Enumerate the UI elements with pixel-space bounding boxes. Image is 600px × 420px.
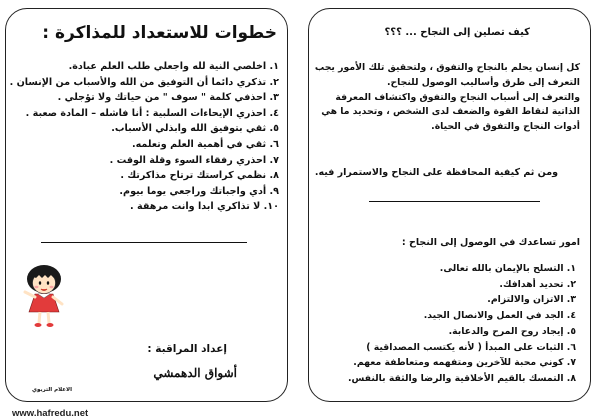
list-item: ٤. الجد في العمل والانصال الجيد. [423,310,576,322]
website-watermark: www.hafredu.net [12,408,89,419]
paragraph-line: أدوات النجاح والتفوق في الحياة. [431,121,580,133]
cartoon-girl-icon [20,262,68,330]
author-name: أشواق الدهمشي [153,366,237,380]
list-item: ٣. الاتزان والالتزام. [487,294,576,306]
paragraph-line: كل إنسان يحلم بالنجاح والتفوق ، ولتحقيق تلك الأمور يجب [314,62,580,73]
list-item: ٥. إيجاد روح المرح والدعابة. [448,325,576,337]
prepared-by-label: إعداد المراقبة : [147,343,227,355]
list-item: ٧. احذري رفقاء السوء وقلة الوقت . [109,154,279,166]
list-item: ٨. التمسك بالقيم الأخلاقية والرضا والثقة بالنفس. [347,372,576,384]
list-item: ٣. احذفي كلمة " سوف " من حياتك ولا تؤجلي . [57,92,279,104]
divider-line [41,242,247,243]
list-item: ٢. تذكري دائما أن التوفيق من الله والأسباب من الإنسان . [9,76,279,88]
department-note: الاعلام التربوي [32,387,73,393]
success-title: كيف تصلين إلى النجاح ... ؟؟؟ [384,27,530,38]
list-item: ٨. نظمي كراستك ترتاح مذاكرتك . [120,170,279,182]
list-item: ١. التسلح بالإيمان بالله تعالى. [439,263,576,274]
study-tips-card [5,8,288,419]
tips-subtitle: امور تساعدك في الوصول إلى النجاح : [401,237,580,248]
intro-paragraph [314,61,580,135]
list-item: ٦. ثقي في أهمية العلم وتعلمه. [131,138,279,150]
study-steps-list [9,59,279,215]
success-tips-list [317,261,576,387]
list-item: ٦. الثبات على المبدأ ( لأنه يكتسب المصداقية ) [366,341,576,353]
list-item: ١. اخلصي النية لله واجعلي طلب العلم عبادة. [68,61,279,72]
list-item: ٤. احذري الإيحاءات السلبية : أنا فاشله – المادة صعبة . [25,107,279,119]
divider-line [369,201,540,202]
paragraph-line: الذاتية لنقاط القوة والضعف لدى الشخص ، وتحديد ما هي [321,106,580,118]
list-item: ١٠. لا تذاكري ابدا وانت مرهقة . [130,201,279,213]
continuation-text: ومن ثم كيفية المحافظة على النجاح والاستمرار فيه. [314,167,558,178]
list-item: ٧. كوني محبة للآخرين ومتفهمه ومتعاطفة معهم. [353,357,576,369]
study-tips-title: خطوات للاستعداد للمذاكرة : [42,23,277,43]
list-item: ٥. ثقي بتوفيق الله وابذلي الأسباب. [111,123,279,135]
success-card [308,8,591,402]
paragraph-line: التعرف إلى طرق وأساليب الوصول للنجاح. [386,76,580,88]
list-item: ٢. تحديد أهدافك. [499,278,576,290]
list-item: ٩. أدي واجباتك وراجعي يوما بيوم. [119,185,279,197]
paragraph-line: والتعرف إلى أسباب النجاح والتفوق واكتشاف المعرفة [335,91,580,103]
